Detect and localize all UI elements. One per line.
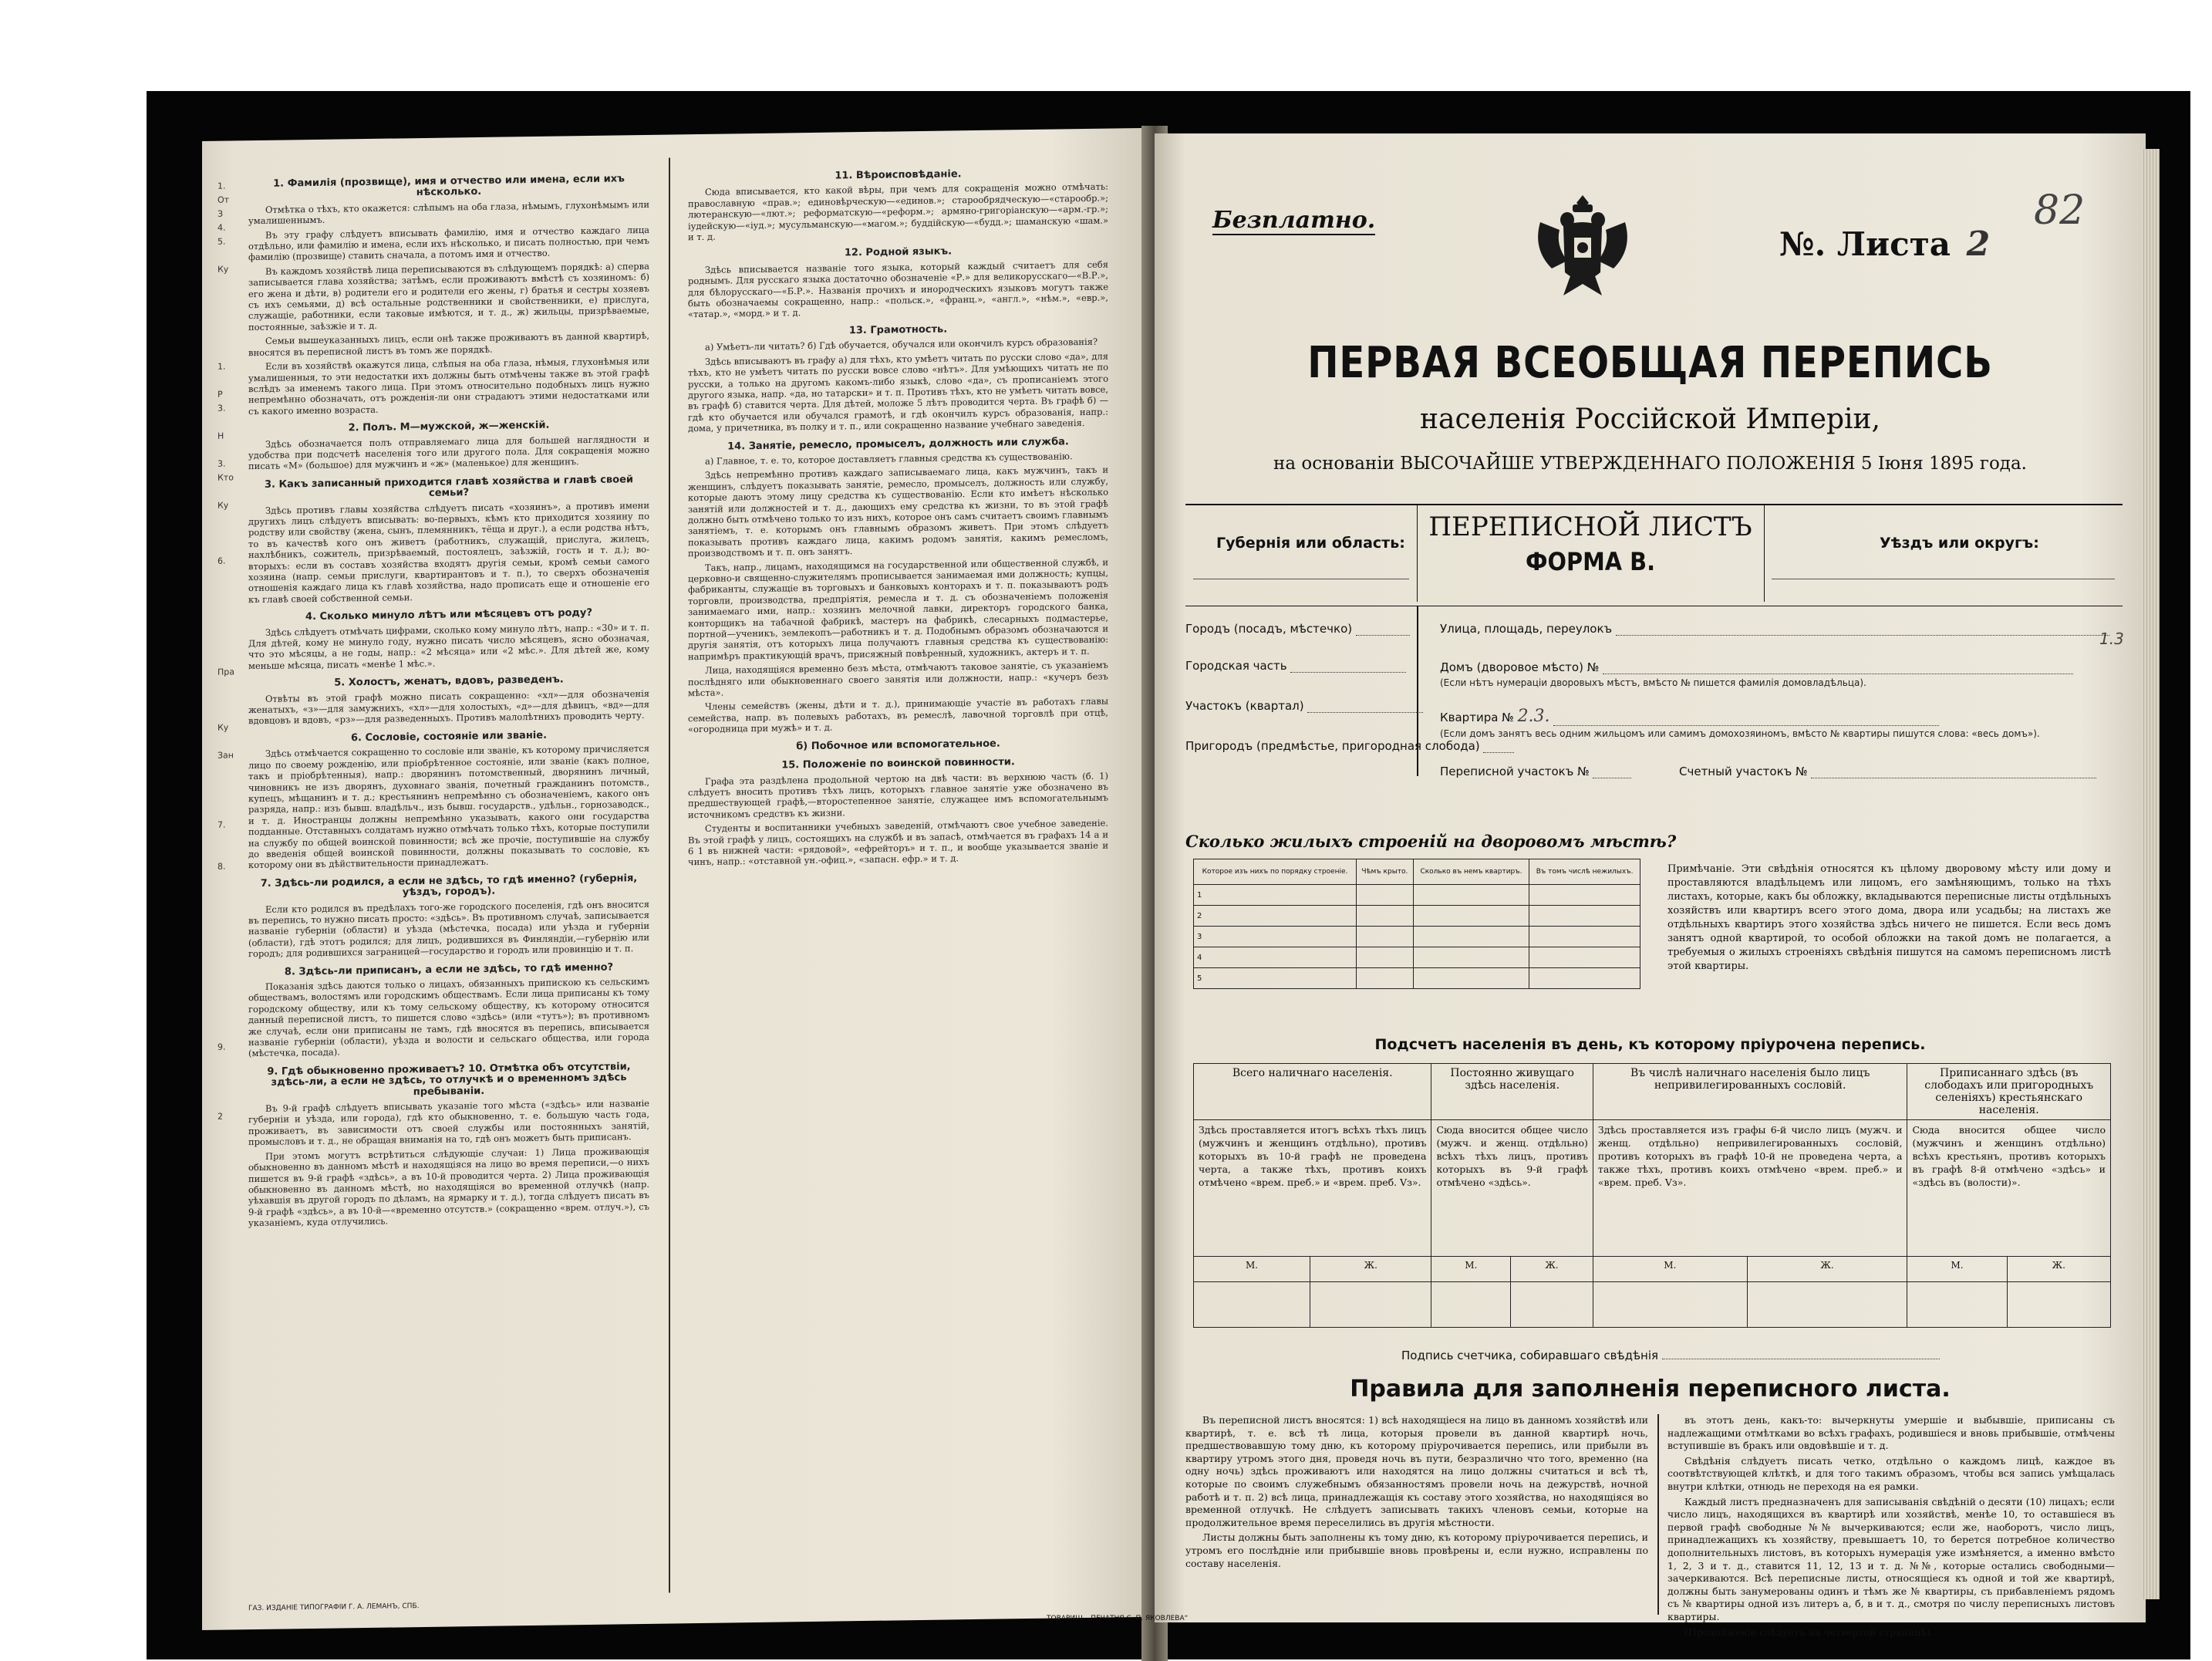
mf-value-row[interactable]: [1194, 1282, 2111, 1328]
prigorod-field[interactable]: [1185, 739, 1514, 753]
margin-fragment: От: [217, 194, 230, 205]
census-title: ПЕРВАЯ ВСЕОБЩАЯ ПЕРЕПИСЬ: [1307, 338, 1993, 388]
paragraph: Каждый листъ предназначенъ для записыванія свѣдѣній о десяти (10) лицахъ; если число лицъ, находящихся въ квартирѣ или хозяйствѣ, менѣе 10, то оставшіеся въ первой графѣ свободные №№ вычеркиваются; если же, наоборотъ, число лицъ, принадлежащихъ къ хозяйству, превышаетъ 10, то берется потребное количество дополнительныхъ листовъ, въ которыхъ нумерація уже измѣняется, а именно вмѣсто 1, 2, 3 и т. д., ставится 11, 12, 13 и т. д. №№, которые остались свободными—зачеркиваются. Всѣ переписные листы, относящіеся къ одной и той же квартирѣ, должны быть занумерованы одинъ и тѣмъ же № квартиры, съ прибавленіемъ рядомъ съ № квартиры одной изъ литеръ а, б, в и т. д., смотря по числу переписныхъ листовъ квартиры.: [1667, 1495, 2115, 1622]
paragraph: Въ переписной листъ вносятся: 1) всѣ находящіеся на лицо въ данномъ хозяйствѣ или квартирѣ, т. е. всѣ тѣ лица, которыя провели въ данной квартирѣ ночь, предшествовавшую тому дню, къ которому пріурочивается перепись, или прибыли въ квартиру утромъ этого дня, проведя ночь въ пути, безразлично что того, временно (на одну ночь) здѣсь проживаютъ или находятся на лицо должны считаться и всѣ тѣ, которые по своимъ служебнымъ обязанностямъ провели ночь на дежурствѣ, ночной работѣ и т. п. 2) всѣ лица, принадлежащія къ составу этого хозяйства, но находящіяся во временной отлучкѣ. Не слѣдуетъ записывать такихъ членовъ семьи, которые на продолжительное время переселились въ другія мѣстности.: [1185, 1414, 1648, 1528]
margin-fragment: [217, 276, 245, 291]
paragraph: Студенты и воспитанники учебныхъ заведеній, отмѣчаютъ свое учебное заведеніе. Въ этой графѣ у лицъ, состоящихъ на службѣ и въ запасѣ, отмѣчается въ графахъ 14 а и 6 1 въ нижней части: «рядовой», «ефрейторъ» и т. п., и вообще указывается званіе и чинъ, напр.: «отставной ун.-офиц.», «запасн. ефр.» и т. д.: [688, 817, 1108, 868]
margin-fragment: [217, 526, 245, 541]
handwritten-page-number: 82: [2034, 187, 2086, 234]
pop-col-unprivileged: Въ числѣ наличнаго населенія было лицъ непривилегированныхъ сословій.: [1593, 1064, 1907, 1120]
sheet-number-label: №. Листа: [1779, 225, 1951, 263]
margin-fragment: Пра: [217, 667, 234, 677]
pop-desc-permanent: Сюда вносится общее число (мужч. и женщ. отдѣльно) всѣхъ тѣхъ лицъ, противъ которыхъ въ 9-й графѣ отмѣчено «здѣсь».: [1431, 1120, 1593, 1257]
margin-fragment: [217, 929, 245, 944]
margin-fragment: 8.: [217, 861, 226, 872]
section-heading: 4. Сколько минуло лѣтъ или мѣсяцевъ отъ роду?: [305, 607, 592, 623]
margin-fragment: [217, 637, 245, 652]
side-pencil-mark: 1.3: [2099, 630, 2124, 648]
margin-fragment: [217, 1096, 245, 1110]
column-divider: [669, 158, 670, 1593]
kvartira-value: 2.3.: [1517, 707, 1550, 726]
form-title-cell: [1417, 505, 1765, 602]
left-page-column-2: [688, 160, 1108, 871]
pop-desc-peasant: Сюда вносится общее число (мужчинъ и женщинъ отдѣльно) всѣхъ крестьянъ, противъ которыхъ въ графѣ 8-й отмѣчено «здѣсь» и «здѣсь въ (волости)».: [1907, 1120, 2111, 1257]
table-row[interactable]: [1194, 885, 1640, 906]
margin-fragment: [217, 290, 245, 305]
margin-fragment: [217, 693, 245, 707]
margin-fragment: 1.: [217, 361, 226, 372]
margin-fragment: [217, 901, 245, 916]
margin-fragment: 9.: [217, 1042, 226, 1052]
margin-fragment: [217, 484, 245, 499]
pop-desc-unprivileged: Здѣсь проставляется изъ графы 6-й число лицъ (мужч. и женщ. отдѣльно) непривилегированныхъ сословій, противъ которыхъ въ графѣ 10-й не проведена черта, а также тѣхъ, противъ коихъ отмѣчено «врем. преб.» и «врем. преб. Vз».: [1593, 1120, 1907, 1257]
section-heading: 13. Грамотность.: [848, 323, 948, 337]
buildings-table: [1193, 859, 1640, 989]
gubernia-cell: [1185, 505, 1418, 602]
margin-fragment: 3.: [217, 403, 226, 414]
row-number: 4: [1194, 947, 1357, 968]
paragraph: (Продолженіе слѣдуетъ на четвертой страницѣ).: [1684, 1626, 1934, 1638]
margin-fragment: [217, 776, 245, 791]
female-label: Ж.: [1310, 1257, 1431, 1282]
paragraph: Здѣсь вписываютъ въ графу а) для тѣхъ, кто умѣетъ читать по русски слово «да», для тѣхъ, кто не умѣетъ читать по русски вовсе слово «нѣтъ». Для умѣющихъ читать не по русски, а только на другомъ какомъ-либо языкѣ, слово «да», съ прописаніемъ этого другого языка, напр. «да, но татарски» и т. п. Противъ тѣхъ, кто не умѣетъ читать вовсе, въ графѣ б) ставится черта. Для дѣтей, моложе 5 лѣтъ проводится черта. Въ графѣ б) — гдѣ кто обучается или обучался грамотѣ, и гдѣ окончилъ курсъ образованія, напр.: дома, у причетника, въ полку и т. п., или сокращенно название учебнаго заведенія.: [688, 350, 1108, 434]
section-heading: 5. Холостъ, женатъ, вдовъ, разведенъ.: [334, 674, 564, 689]
margin-fragment: [217, 568, 245, 582]
table-row[interactable]: [1194, 927, 1640, 947]
margin-fragment: 4.: [217, 222, 226, 233]
margin-fragment: З: [217, 208, 224, 219]
section-heading: 14. Занятіе, ремесло, промыселъ, должность или служба.: [727, 435, 1069, 453]
paragraph: Свѣдѣнія слѣдуетъ писать четко, отдѣльно о каждомъ лицѣ, каждое въ соотвѣтствующей клѣткѣ, и для того такимъ образомъ, чтобы вся запись умѣщалась внутри клѣтки, отнюдь не переходя на ея рамки.: [1667, 1454, 2115, 1492]
row-number: 2: [1194, 906, 1357, 927]
margin-fragment: 6.: [217, 555, 226, 566]
margin-fragment: [217, 318, 245, 333]
male-label: М.: [1431, 1257, 1511, 1282]
perepisnoi-uchastok-label: Переписной участокъ №: [1440, 765, 1590, 778]
margin-fragment: [217, 248, 245, 263]
margin-fragment: [217, 873, 245, 888]
margin-fragment: [217, 971, 245, 985]
margin-fragment: Ку: [217, 264, 229, 275]
paragraph: Отвѣты въ этой графѣ можно писать сокращенно: «хл»—для обозначенія женатыхъ, «з»—для замужнихъ, «хл»—для холостыхъ, «д»—для дѣвицъ, «вд»—для вдовцовъ и вдовъ, «рз»—для разведенныхъ. Противъ малолѣтнихъ проводить черту.: [248, 687, 649, 727]
pop-col-permanent: Постоянно живущаго здѣсь населенія.: [1431, 1064, 1593, 1120]
paragraph: Такъ, напр., лицамъ, находящимся на государственной или общественной службѣ, и церковно-и священно-служителямъ прописывается занимаемая ими должность; купцы, фабриканты, служащіе въ торговыхъ и банковыхъ конторахъ и т. п. показываютъ родъ торговли, производства, предпріятія, ремесла и т. д. съ обозначеніемъ положенія занимаемаго ими, напр.: хозяинъ мелочной лавки, директоръ городского банка, конторщикъ на табачной фабрикѣ, мастеръ на фабрикѣ, слесарныхъ подмастерье, портной—ученикъ, землекопъ—работникъ и т. д. Подобнымъ образомъ обозначаются и другія занятія, отъ которыхъ лица получаютъ главныя средства къ существованію: напримѣръ практикующій врачъ, присяжный повѣренный, художникъ, актеръ и т. п.: [688, 556, 1108, 663]
paragraph: Здѣсь слѣдуетъ отмѣчать цифрами, сколько кому минуло лѣтъ, напр.: «30» и т. п. Для дѣтей, кому не минуло году, нужно писать число мѣсяцевъ, ясно обозначая, что это мѣсяцы, а не годы, напр.: «2 мѣсяца» или «2 мѣс.». Для дѣтей же, кому меньше мѣсяца, писать «менѣе 1 мѣс.».: [248, 621, 649, 672]
margin-fragment: [217, 984, 245, 999]
margin-fragment: [217, 1054, 245, 1069]
margin-fragment: [217, 1012, 245, 1027]
uezd-label: Уѣздъ или округъ:: [1880, 535, 2039, 552]
paragraph: Въ 9-й графѣ слѣдуетъ вписывать указаніе того мѣста («здѣсь» или названіе губерніи и уѣзда, или города), гдѣ кто обыкновенно, т. е. большую часть года, проживаетъ, въ зависимости отъ своей службы или постоянныхъ занятій, промысловъ и т. д., не обращая вниманія на то, гдѣ онъ можетъ быть приписанъ.: [248, 1097, 649, 1148]
margin-fragment: Р: [217, 389, 223, 400]
margin-fragment: [217, 415, 245, 430]
uezd-cell: [1764, 505, 2123, 602]
section-heading: 12. Родной языкъ.: [844, 245, 953, 259]
buildings-col-order: Которое изъ нихъ по порядку строеніе.: [1194, 859, 1357, 885]
chast-field[interactable]: [1185, 659, 1406, 673]
legal-basis: на основаніи ВЫСОЧАЙШЕ УТВЕРЖДЕННАГО ПОЛОЖЕНІЯ 5 Іюня 1895 года.: [1273, 454, 2027, 474]
margin-fragment: [217, 790, 245, 805]
margin-fragment: [217, 846, 245, 860]
paragraph: въ этотъ день, какъ-то: вычеркнуты умершіе и выбывшіе, приписаны съ надлежащими отмѣтками во всѣхъ графахъ, родившіеся и вновь прибывшіе, отмѣчены вступившіе въ бракъ или овдовѣвшіе и т. д.: [1667, 1414, 2115, 1452]
perepisnoi-uchastok-field[interactable]: [1440, 765, 1631, 778]
margin-fragment: [217, 734, 245, 749]
gorod-label: Городъ (посадъ, мѣстечко): [1185, 622, 1353, 636]
form-header: [1185, 504, 2123, 602]
population-count-heading: Подсчетъ населенія въ день, къ которому пріурочена перепись.: [1374, 1036, 1926, 1053]
margin-fragment: [217, 762, 245, 777]
paragraph: а) Умѣетъ-ли читать? б) Гдѣ обучается, обучался или окончилъ курсъ образованія?: [705, 336, 1098, 353]
paragraph: Семьи вышеуказанныхъ лицъ, если онѣ также проживаютъ въ данной квартирѣ, вносятся въ переписной листъ въ томъ же порядкѣ.: [248, 330, 649, 358]
margin-fragment: [217, 540, 245, 555]
margin-fragment: Н: [217, 430, 224, 441]
population-count-table: [1193, 1063, 2111, 1328]
section-heading: 1. Фамилія (прозвище), имя и отчество или имена, если ихъ нѣсколько.: [273, 173, 625, 199]
open-book: [202, 141, 2146, 1659]
buildings-col-nonresidential: Въ томъ числѣ нежилыхъ.: [1529, 859, 1640, 885]
page-stack-edge: [2141, 149, 2160, 1599]
pop-desc-total: Здѣсь проставляется итогъ всѣхъ тѣхъ лицъ (мужчинъ и женщинъ отдѣльно), противъ которыхъ въ 10-й графѣ не проведена черта, а также тѣхъ, противъ коихъ отмѣчено «врем. преб.» и «врем. преб. Vз».: [1194, 1120, 1431, 1257]
table-row[interactable]: [1194, 968, 1640, 989]
paragraph: Сюда вписывается, кто какой вѣры, при чемъ для сокращенія можно отмѣчать: православную «прав.»; единовѣрческую—«единов.»; старообрядческую—«старообр.»; лютеранскую—«лют.»; реформатскую—«реформ.»; армяно-григоріанскую—«арм.-гр.»; іудейскую—«іуд.»; мусульманскую—«магом.»; буддійскую—«будд.»; шаманскую «шам.» и т. д.: [688, 181, 1108, 243]
form-type: ФОРМА В.: [1525, 547, 1656, 576]
row-number: 1: [1194, 885, 1357, 906]
kvartira-field[interactable]: [1440, 707, 1939, 726]
enumerator-signature-field[interactable]: [1401, 1349, 1940, 1362]
uchastok-field[interactable]: [1185, 699, 1423, 713]
kvartira-label: Квартира №: [1440, 711, 1514, 724]
rules-heading: Правила для заполненія переписного листа.: [1350, 1376, 1951, 1403]
section-heading: 8. Здѣсь-ли приписанъ, а если не здѣсь, то гдѣ именно?: [284, 961, 614, 978]
margin-fragment: Ку: [217, 500, 229, 511]
buildings-col-roof: Чѣмъ крыто.: [1357, 859, 1414, 885]
sheet-number-value: 2: [1966, 225, 1991, 264]
ulitsa-label: Улица, площадь, переулокъ: [1440, 622, 1613, 636]
margin-fragment: [217, 651, 245, 666]
schetny-uchastok-label: Счетный участокъ №: [1679, 765, 1808, 778]
paragraph: Здѣсь обозначается полъ отправляемаго лица для большей наглядности и удобства при подсчетѣ населенія того или другого пола. Для сокращенія можно писать «М» (большое) для мужчинъ и «ж» (маленькое) для женщинъ.: [248, 433, 649, 472]
section-heading: б) Побочное или вспомогательное.: [796, 738, 1000, 752]
note-paragraph: Примѣчаніе. Эти свѣдѣнія относятся къ цѣлому дворовому мѣсту или дому и проставляются владѣльцемъ или лицомъ, его замѣняющимъ, только на тѣхъ листахъ, которые, какъ бы обложку, вкладываются переписные листы отдѣльныхъ хозяйствъ или квартиръ всего этого дома, двора или усадьбы; на листахъ же отдѣльныхъ квартиръ этого хозяйства здѣсь ничего не пишется. Если весь домъ занятъ одной квартирой, то особой обложки на такой домъ не полагается, а требуемыя о жилыхъ строеніяхъ свѣдѣнія пишутся на самомъ переписномъ листѣ этой квартиры.: [1667, 863, 2111, 972]
margin-fragment: [217, 1068, 245, 1082]
margin-fragment: [217, 582, 245, 596]
section-heading: 2. Полъ. М—мужской, ж—женскій.: [348, 419, 550, 434]
paragraph: Листы должны быть заполнены къ тому дню, къ которому пріурочивается перепись, и утромъ его послѣдніе или прибывшіе вновь провѣрены и, если нужно, исправлены по составу населенія.: [1185, 1531, 1648, 1569]
uchastok-label: Участокъ (квартал): [1185, 699, 1304, 713]
margin-fragment: 3.: [217, 458, 226, 469]
pop-col-total: Всего наличнаго населенія.: [1194, 1064, 1431, 1120]
margin-fragment: [217, 596, 245, 610]
census-subtitle: населенія Россійской Имперіи,: [1420, 403, 1880, 435]
margin-fragment: [217, 1082, 245, 1096]
schetny-uchastok-field[interactable]: [1679, 765, 2096, 778]
section-heading: 9. Гдѣ обыкновенно проживаетъ? 10. Отмѣтка объ отсутствіи, здѣсь-ли, а если не здѣсь, то отлучкѣ и о временномъ здѣсь пребываніи.: [267, 1061, 631, 1098]
margin-fragment: Ку: [217, 722, 229, 733]
paragraph: Въ каждомъ хозяйствѣ лица переписываются въ слѣдующемъ порядкѣ: а) сперва записывается глава хозяйства; затѣмъ, если проживаютъ вмѣстѣ съ хозяиномъ: б) его жена и дѣти, в) родители его и родители его жены, г) братья и сестры хозяевъ съ ихъ семьями, д) всѣ остальные родственники и свойственники, е) прислуга, служащіе, работники, если таковые имѣются, и т. д., ж) жильцы, призрѣваемые, постоянные, заѣзжіе и т. д.: [248, 260, 649, 333]
margin-fragment: [217, 832, 245, 846]
paragraph: Лица, находящіяся временно безъ мѣста, отмѣчаютъ таковое занятіе, съ указаніемъ послѣдняго или обыкновеннаго своего занятія или должности, напр.: «кучеръ безъ мѣста».: [688, 659, 1108, 699]
margin-fragment: [217, 915, 245, 930]
left-page-column-1: [248, 166, 649, 1232]
paragraph: а) Главное, т. е. то, которое доставляетъ главныя средства къ существованію.: [705, 451, 1073, 467]
margin-fragment: 2: [217, 1111, 223, 1122]
margin-fragment: [217, 373, 245, 388]
male-label: М.: [1194, 1257, 1310, 1282]
imperial-eagle-emblem-icon: [1525, 187, 1640, 303]
paragraph: Графа эта раздѣлена продольной чертою на двѣ части: въ верхнюю часть (б. 1) слѣдуетъ вносить противъ тѣхъ лицъ, которыхъ главное занятіе уже обозначено въ предшествующей графѣ,—второстепенное занятіе, служащее имъ вспомогательнымъ источникомъ средствъ къ жизни.: [688, 770, 1108, 820]
margin-letters: [217, 179, 245, 1124]
sheet-number: [1779, 225, 1990, 264]
female-label: Ж.: [2007, 1257, 2110, 1282]
buildings-question: Сколько жилыхъ строеній на дворовомъ мѣстѣ?: [1185, 832, 1677, 851]
section-heading: 11. Вѣроисповѣданіе.: [835, 168, 962, 182]
left-page-footer-imprint: ГАЗ. ИЗДАНІЕ ТИПОГРАФІИ Г. А. ЛЕМАНЪ, СПБ.: [248, 1602, 420, 1613]
gubernia-label: Губернія или область:: [1216, 535, 1405, 552]
margin-fragment: 1.: [217, 181, 226, 191]
dom-note: (Если нѣтъ нумераціи дворовыхъ мѣстъ, вмѣсто № пишется фамилія домовладѣльца).: [1440, 677, 1866, 688]
free-of-charge-label: Безплатно.: [1212, 207, 1376, 234]
female-label: Ж.: [1747, 1257, 1907, 1282]
right-page-footer-imprint: ТОВАРИЩ. „ПЕЧАТНЯ С. П. ЯКОВЛЕВА“: [1047, 1615, 1189, 1622]
margin-fragment: [217, 679, 245, 694]
margin-fragment: 7.: [217, 819, 226, 830]
buildings-table-header: [1194, 859, 1640, 885]
margin-fragment: [217, 609, 245, 624]
rules-divider: [1657, 1414, 1659, 1615]
table-row[interactable]: [1194, 906, 1640, 927]
paragraph: Здѣсь отмѣчается сокращенно то сословіе или званіе, къ которому причисляется лицо по своему рожденію, или пріобрѣтенное состояніе, или званіе (какъ полное, такъ и пріобрѣтенныя), напр.: дворянинъ потомственный, дворянинъ личный, чиновникъ не изъ дворянъ, духовнаго званія, почетный гражданинъ потомств., купецъ, мѣщанинъ и т. д.; крестьянинъ непремѣнно съ обозначеніемъ, какого онъ разряда, напр.: изъ бывш. владѣльч., изъ бывш. государств., удѣльн., горнозаводск., и т. д. Иностранцы должны непремѣнно указывать, какого они государства подданные. Отставныхъ солдатамъ нужно отмѣчать только тѣхъ, которые поступили на службу по общей воинской повинности; всѣ же прочіе, поступившіе на службу до введенія общей воинской повинности, должны показывать то сословіе, къ которому они въ дѣйствительности принадлежатъ.: [248, 743, 649, 871]
margin-fragment: [217, 957, 245, 971]
margin-fragment: [217, 804, 245, 819]
section-heading: 3. Какъ записанный приходится главѣ хозяйства и главѣ своей семьи?: [264, 473, 634, 500]
paragraph: Если въ хозяйствѣ окажутся лица, слѣпыя на оба глаза, нѣмыя, глухонѣмыя или умалишенныя, то эти недостатки ихъ должны быть отмѣчены также въ этой графѣ вслѣдъ за именемъ такого лица. При этомъ относительно подобныхъ лицъ нужно непремѣнно обозначать, отъ рожденія-ли они страдаютъ этими недостатками или съ какого именно возраста.: [248, 355, 649, 417]
dom-label: Домъ (дворовое мѣсто) №: [1440, 660, 1600, 674]
buildings-col-apartments: Сколько въ немъ квартиръ.: [1413, 859, 1529, 885]
margin-fragment: [217, 346, 245, 360]
paragraph: Показанія здѣсь даются только о лицахъ, обязанныхъ припискою къ сельскимъ обществамъ, волостямъ или городскимъ обществамъ. Если лица приписаны къ тому городскому обществу, или къ тому сельскому обществу, къ которому относится данный переписной листъ, то пишется слово «здѣсь» (или «тутъ»); въ противномъ же случаѣ, если они приписаны не тамъ, гдѣ вносятся въ перепись, вписывается названіе губерніи (области), уѣзда и волости и сельскаго общества, или города (мѣстечка, посада).: [248, 975, 649, 1059]
margin-fragment: [217, 623, 245, 638]
margin-fragment: Зан: [217, 750, 234, 761]
margin-fragment: [217, 887, 245, 902]
paragraph: Здѣсь непремѣнно противъ каждаго записываемаго лица, какъ мужчинъ, такъ и женщинъ, слѣдуетъ показывать занятіе, ремесло, промыселъ, должность или службу, которые даютъ этому лицу средства къ существованію. Если кто имѣетъ нѣсколько занятій или должностей и т. д., дающихъ ему средства къ жизни, то въ этой графѣ должно быть отмѣчено только то изъ нихъ, которое онъ самъ считаетъ своимъ главнымъ занятіемъ, т. е. которымъ онъ главнымъ образомъ живетъ. При этомъ слѣдуетъ показывать противъ каждаго лица, какимъ родомъ занятія, какимъ ремесломъ, производствомъ и т. п. онъ занятъ.: [688, 464, 1108, 559]
margin-fragment: 5.: [217, 236, 226, 247]
gorod-field[interactable]: [1185, 622, 1410, 636]
section-heading: 6. Сословіе, состояніе или званіе.: [350, 729, 548, 744]
table-row[interactable]: [1194, 947, 1640, 968]
row-number: 5: [1194, 968, 1357, 989]
margin-fragment: [217, 707, 245, 721]
paragraph: Если кто родился въ предѣлахъ того-же городского поселенія, гдѣ онъ вносится въ перепись, то нужно писать просто: «здѣсь». Въ противномъ случаѣ, записывается названіе губерніи (области) и уѣзда (мѣстечка, посада) или уѣзда и губерніи (области), гдѣ этотъ родился; для лицъ, родившихся въ Финляндіи,—губернію или городъ; для родившихся заграницей—государство и городъ или провинцію и т. п.: [248, 898, 649, 960]
ulitsa-field[interactable]: [1440, 622, 2109, 636]
left-page: [202, 128, 1155, 1630]
mf-label-row: [1194, 1257, 2111, 1282]
paragraph: Здѣсь противъ главы хозяйства слѣдуетъ писать «хозяинъ», а противъ имени другихъ лицъ слѣдуетъ вписывать: во-первыхъ, кѣмъ кто приходится хозяину по родству или свойству (жена, сынъ, племянникъ, тёща и друг.), а если родства нѣтъ, то въ качествѣ кого онъ живетъ (работникъ, служащій, прислуга, жилецъ, нахлѣбникъ, сожитель, призрѣваемый, постоялецъ, заѣзжій, гость и т. д.); во-вторыхъ: если въ составъ хозяйства входятъ другія семьи, кромѣ семьи самого хозяина (напр. семьи прислуги, квартирантовъ и т. п.), то сверхъ обозначенія отношенія каждаго лица къ главѣ хозяйства, надо прописать еще и отношеніе его къ главѣ своей собственной семьи.: [248, 499, 649, 605]
margin-fragment: [217, 1026, 245, 1041]
margin-fragment: [217, 943, 245, 957]
margin-fragment: [217, 304, 245, 319]
right-page: [1047, 133, 2146, 1638]
signature-label: Подпись счетчика, собиравшаго свѣдѣнія: [1401, 1349, 1659, 1362]
row-number: 3: [1194, 927, 1357, 947]
margin-fragment: [217, 332, 245, 346]
paragraph: При этомъ могутъ встрѣтиться слѣдующіе случаи: 1) Лица проживающія обыкновенно въ данномъ мѣстѣ и находящіяся на лицо во время переписи,—о нихъ пишется въ 9-й графѣ «здѣсь», а въ 10-й проводится черта. 2) Лица проживающія обыкновенно въ данномъ мѣстѣ, но находящіяся во временной отлучкѣ (напр. уѣхавшія въ другой городъ по дѣламъ, на ярмарку и т. д.), тогда слѣдуетъ писать въ 9-й графѣ «здѣсь», а въ 10-й—«временно отсутств.» (сокращенно «врем. отлуч.»), съ указаніемъ, куда отлучились.: [248, 1145, 649, 1229]
male-label: М.: [1593, 1257, 1747, 1282]
margin-fragment: Кто: [217, 472, 234, 483]
form-title: ПЕРЕПИСНОЙ ЛИСТЪ: [1428, 511, 1752, 542]
margin-fragment: [217, 512, 245, 527]
chast-label: Городская часть: [1185, 659, 1287, 673]
prigorod-label: Пригородъ (предмѣстье, пригородная слобода): [1185, 739, 1480, 753]
female-label: Ж.: [1511, 1257, 1593, 1282]
dom-field[interactable]: [1440, 660, 2073, 674]
paragraph: Отмѣтка о тѣхъ, кто окажется: слѣпымъ на оба глаза, нѣмымъ, глухонѣмымъ или умалишеннымъ.: [248, 198, 649, 227]
pop-col-peasant: Приписаннаго здѣсь (въ слободахъ или пригородныхъ селеніяхъ) крестьянскаго населенія.: [1907, 1064, 2111, 1120]
kvartira-note: (Если домъ занятъ весь одним жильцомъ или самимъ домохозяиномъ, вмѣсто № квартиры пишутся слова: «весь домъ»).: [1440, 728, 2040, 739]
paragraph: Члены семействъ (жены, дѣти и т. д.), принимающіе участіе въ работахъ главы семейства, напр. въ полевыхъ работахъ, въ ремеслѣ, лавочной торговлѣ при отцѣ, «огородница при мужѣ» и т. д.: [688, 696, 1108, 735]
margin-fragment: [217, 998, 245, 1013]
section-heading: 15. Положеніе по воинской повинности.: [781, 756, 1015, 771]
section-heading: 7. Здѣсь-ли родился, а если не здѣсь, то гдѣ именно? (губернія, уѣздъ, городъ).: [260, 872, 638, 899]
margin-fragment: [217, 443, 245, 457]
rules-column-2: [1667, 1414, 2115, 1641]
male-label: М.: [1907, 1257, 2007, 1282]
paragraph: Въ эту графу слѣдуетъ вписывать фамилію, имя и отчество каждаго лица отдѣльно, или фамилію и имена, если ихъ нѣсколько, и писать полностью, при чемъ фамилію (прозвище) ставить сначала, а потомъ имя и отчество.: [248, 224, 649, 263]
paragraph: Здѣсь вписывается названіе того языка, который каждый считаетъ для себя роднымъ. Для русскаго языка достаточно обозначеніе «Р.» для великорусскаго—«В.Р.», для бѣлорусскаго—«Б.Р.». Названія прочихъ и инородческихъ языковъ могутъ также быть обозначаемы сокращенно, напр.: «польск.», «франц.», «англ.», «нѣм.», «евр.», «татар.», «морд.» и т. д.: [688, 258, 1108, 320]
rules-column-1: [1185, 1414, 1648, 1572]
